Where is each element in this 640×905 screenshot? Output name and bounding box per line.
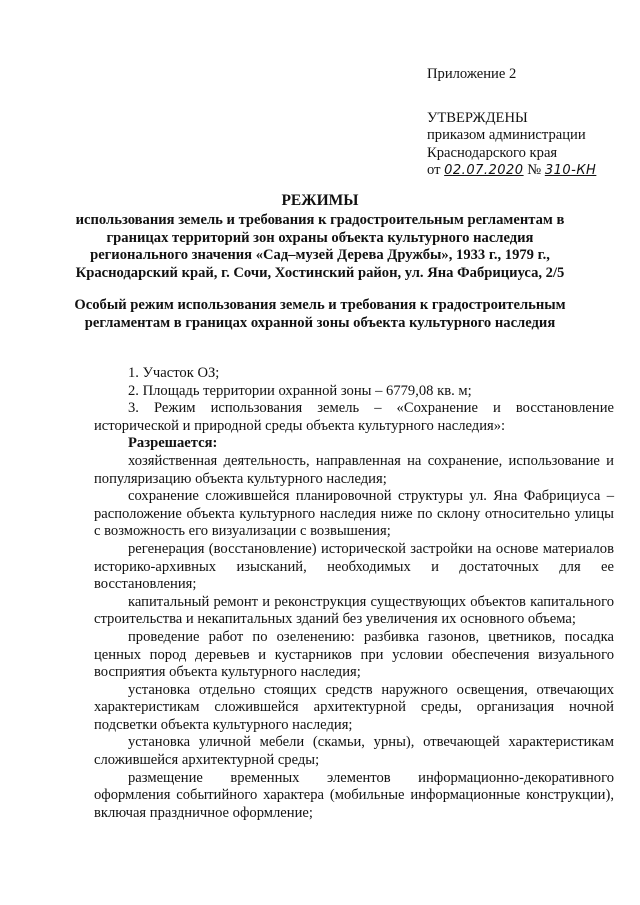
approved-label: УТВЕРЖДЕНЫ (427, 109, 528, 126)
paragraph-item-2: 2. Площадь территории охранной зоны – 6779,08 кв. м; (128, 382, 472, 399)
document-body (94, 365, 614, 822)
paragraph-item-1: 1. Участок ОЗ; (128, 365, 220, 381)
region-label: Краснодарского края (427, 144, 558, 161)
date-prefix: от (427, 162, 441, 179)
document-subtitle: использования земель и требования к градостроительным регламентам в границах территорий зон охраны объекта культурного наследия регионального значения «Сад–музей Дерева Дружбы», 1933 г., 1979 г., Краснодарский край, г. Сочи, Хостинский район, ул. Яна Фабрициуса, 2/5 (75, 212, 565, 281)
paragraph-landscaping: проведение работ по озеленению: разбивка газонов, цветников, посадка ценных пород деревьев и кустарников при условии обеспечения визуального восприятия объекта культурного наследия; (94, 628, 614, 681)
allowed-heading: Разрешается: (128, 435, 218, 452)
paragraph-item-3: 3. Режим использования земель – «Сохранение и восстановление исторической и природной среды объекта культурного наследия»: (94, 400, 614, 434)
paragraph-planning-structure: сохранение сложившейся планировочной структуры ул. Яна Фабрициуса – расположение объекта культурного наследия ниже по склону относительно улицы с возможность его визуализации с возвышения; (94, 488, 614, 540)
paragraph-street-furniture: установка уличной мебели (скамьи, урны), отвечающей характеристикам сложившейся архитектурной среды; (94, 734, 614, 769)
paragraph-economic-activity: хозяйственная деятельность, направленная на сохранение, использование и популяризацию объекта культурного наследия; (94, 452, 614, 487)
order-label: приказом администрации (427, 127, 586, 144)
paragraph-lighting: установка отдельно стоящих средств наружного освещения, отвечающих характеристикам сложившейся архитектурной среды, организация ночной подсветки объекта культурного наследия; (94, 681, 614, 733)
number-prefix: № (527, 162, 542, 179)
approval-block (427, 66, 627, 180)
document-title: РЕЖИМЫ (281, 192, 359, 209)
order-date-line (427, 162, 627, 180)
section-title: Особый режим использования земель и требования к градостроительным регламентам в границах охранной зоны объекта культурного наследия (74, 297, 566, 331)
paragraph-temporary-elements: размещение временных элементов информационно-декоративного оформления событийного характера (мобильные информационные конструкции), включая праздничное оформление; (94, 769, 614, 821)
order-date: 02.07.2020 (444, 163, 524, 179)
order-number: 310-КН (544, 163, 597, 179)
appendix-label: Приложение 2 (427, 66, 517, 82)
paragraph-regeneration: регенерация (восстановление) исторической застройки на основе материалов историко-архивных изысканий, необходимых и достаточных для ее восстановления; (94, 540, 614, 593)
paragraph-capital-repair: капитальный ремонт и реконструкция существующих объектов капитального строительства и некапитальных зданий без увеличения их основного объема; (94, 593, 614, 628)
